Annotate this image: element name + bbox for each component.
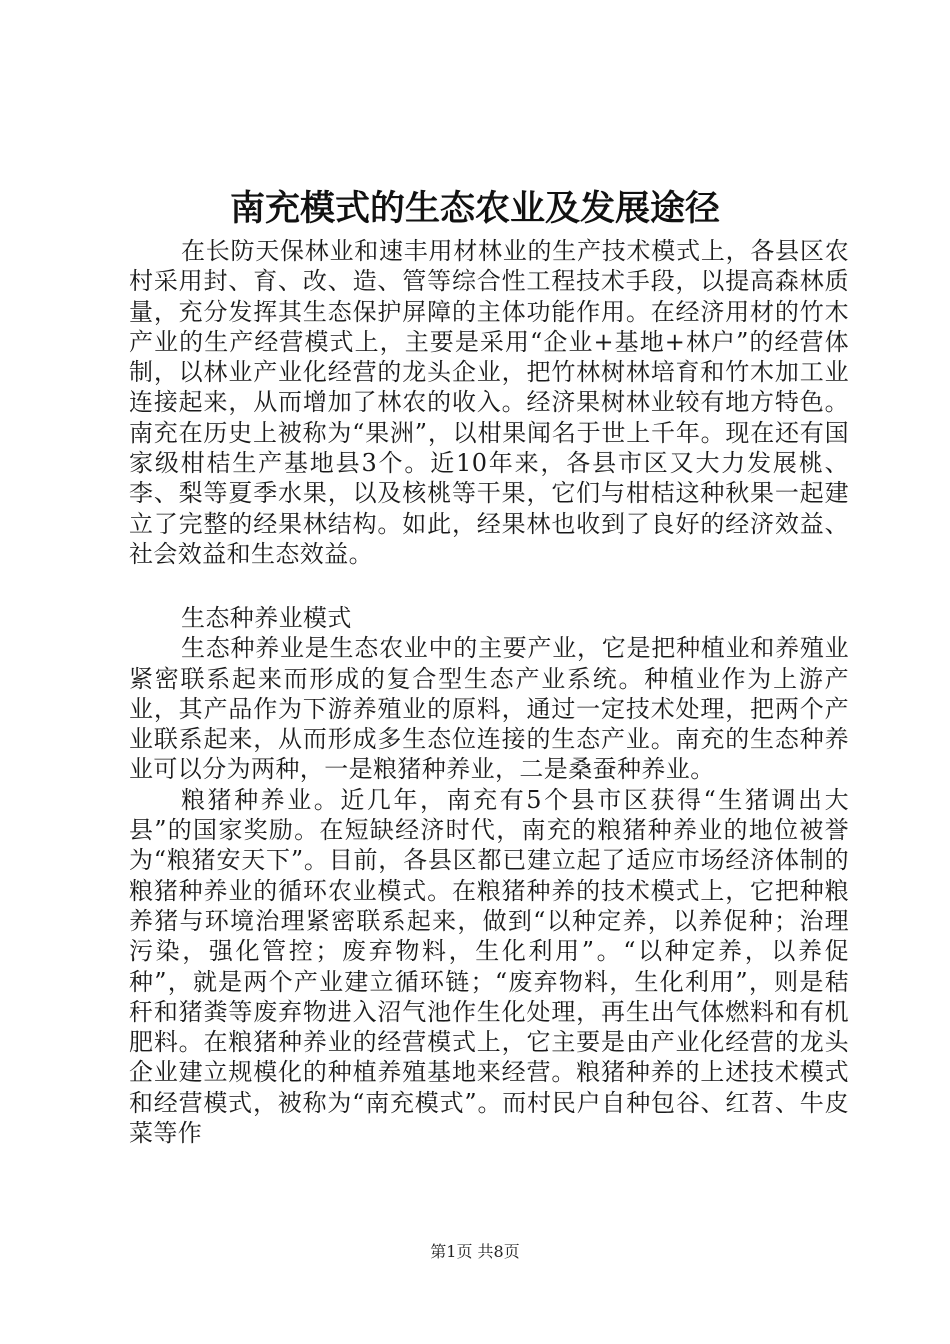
paragraph-eco-farming-intro: 生态种养业是生态农业中的主要产业，它是把种植业和养殖业紧密联系起来而形成的复合型生态产业系统。种植业作为上游产业，其产品作为下游养殖业的原料，通过一定技术处理，把两个产业联系起来，从而形成多生态位连接的生态产业。南充的生态种养业可以分为两种，一是粮猪种养业，二是桑蚕种养业。 [129,634,849,784]
paragraph-forestry: 在长防天保林业和速丰用材林业的生产技术模式上，各县区农村采用封、育、改、造、管等综合性工程技术手段，以提高森林质量，充分发挥其生态保护屏障的主体功能作用。在经济用材的竹木产业的生产经营模式上，主要是采用“企业+基地+林户”的经营体制，以林业产业化经营的龙头企业，把竹林树林培育和竹木加工业连接起来，从而增加了林农的收入。经济果树林业较有地方特色。南充在历史上被称为“果洲”，以柑果闻名于世上千年。现在还有国家级柑桔生产基地县3个。近10年来，各县市区又大力发展桃、李、梨等夏季水果，以及核桃等干果，它们与柑桔这种秋果一起建立了完整的经果林结构。如此，经果林也收到了良好的经济效益、社会效益和生态效益。 [129,237,849,568]
document-title: 南充模式的生态农业及发展途径 [229,188,720,229]
paragraph-grain-pig-farming: 粮猪种养业。近几年，南充有5个县市区获得“生猪调出大县”的国家奖励。在短缺经济时代，南充的粮猪种养业的地位被誉为“粮猪安天下”。目前，各县区都已建立起了适应市场经济体制的粮猪种养业的循环农业模式。在粮猪种养的技术模式上，它把种粮养猪与环境治理紧密联系起来，做到“以种定养，以养促种；治理污染，强化管控；废弃物料，生化利用”。“以种定养，以养促种”，就是两个产业建立循环链；“废弃物料，生化利用”，则是秸秆和猪粪等废弃物进入沼气池作生化处理，再生出气体燃料和有机肥料。在粮猪种养业的经营模式上，它主要是由产业化经营的龙头企业建立规模化的种植养殖基地来经营。粮猪种养的上述技术模式和经营模式，被称为“南充模式”。而村民户自种包谷、红苕、牛皮菜等作 [129,785,849,1148]
page-footer: 第1页 共8页 [430,1242,520,1261]
body-block-forestry [129,236,849,569]
section-heading: 生态种养业模式 [181,604,352,632]
body-block-ecological-farming [129,603,849,1148]
